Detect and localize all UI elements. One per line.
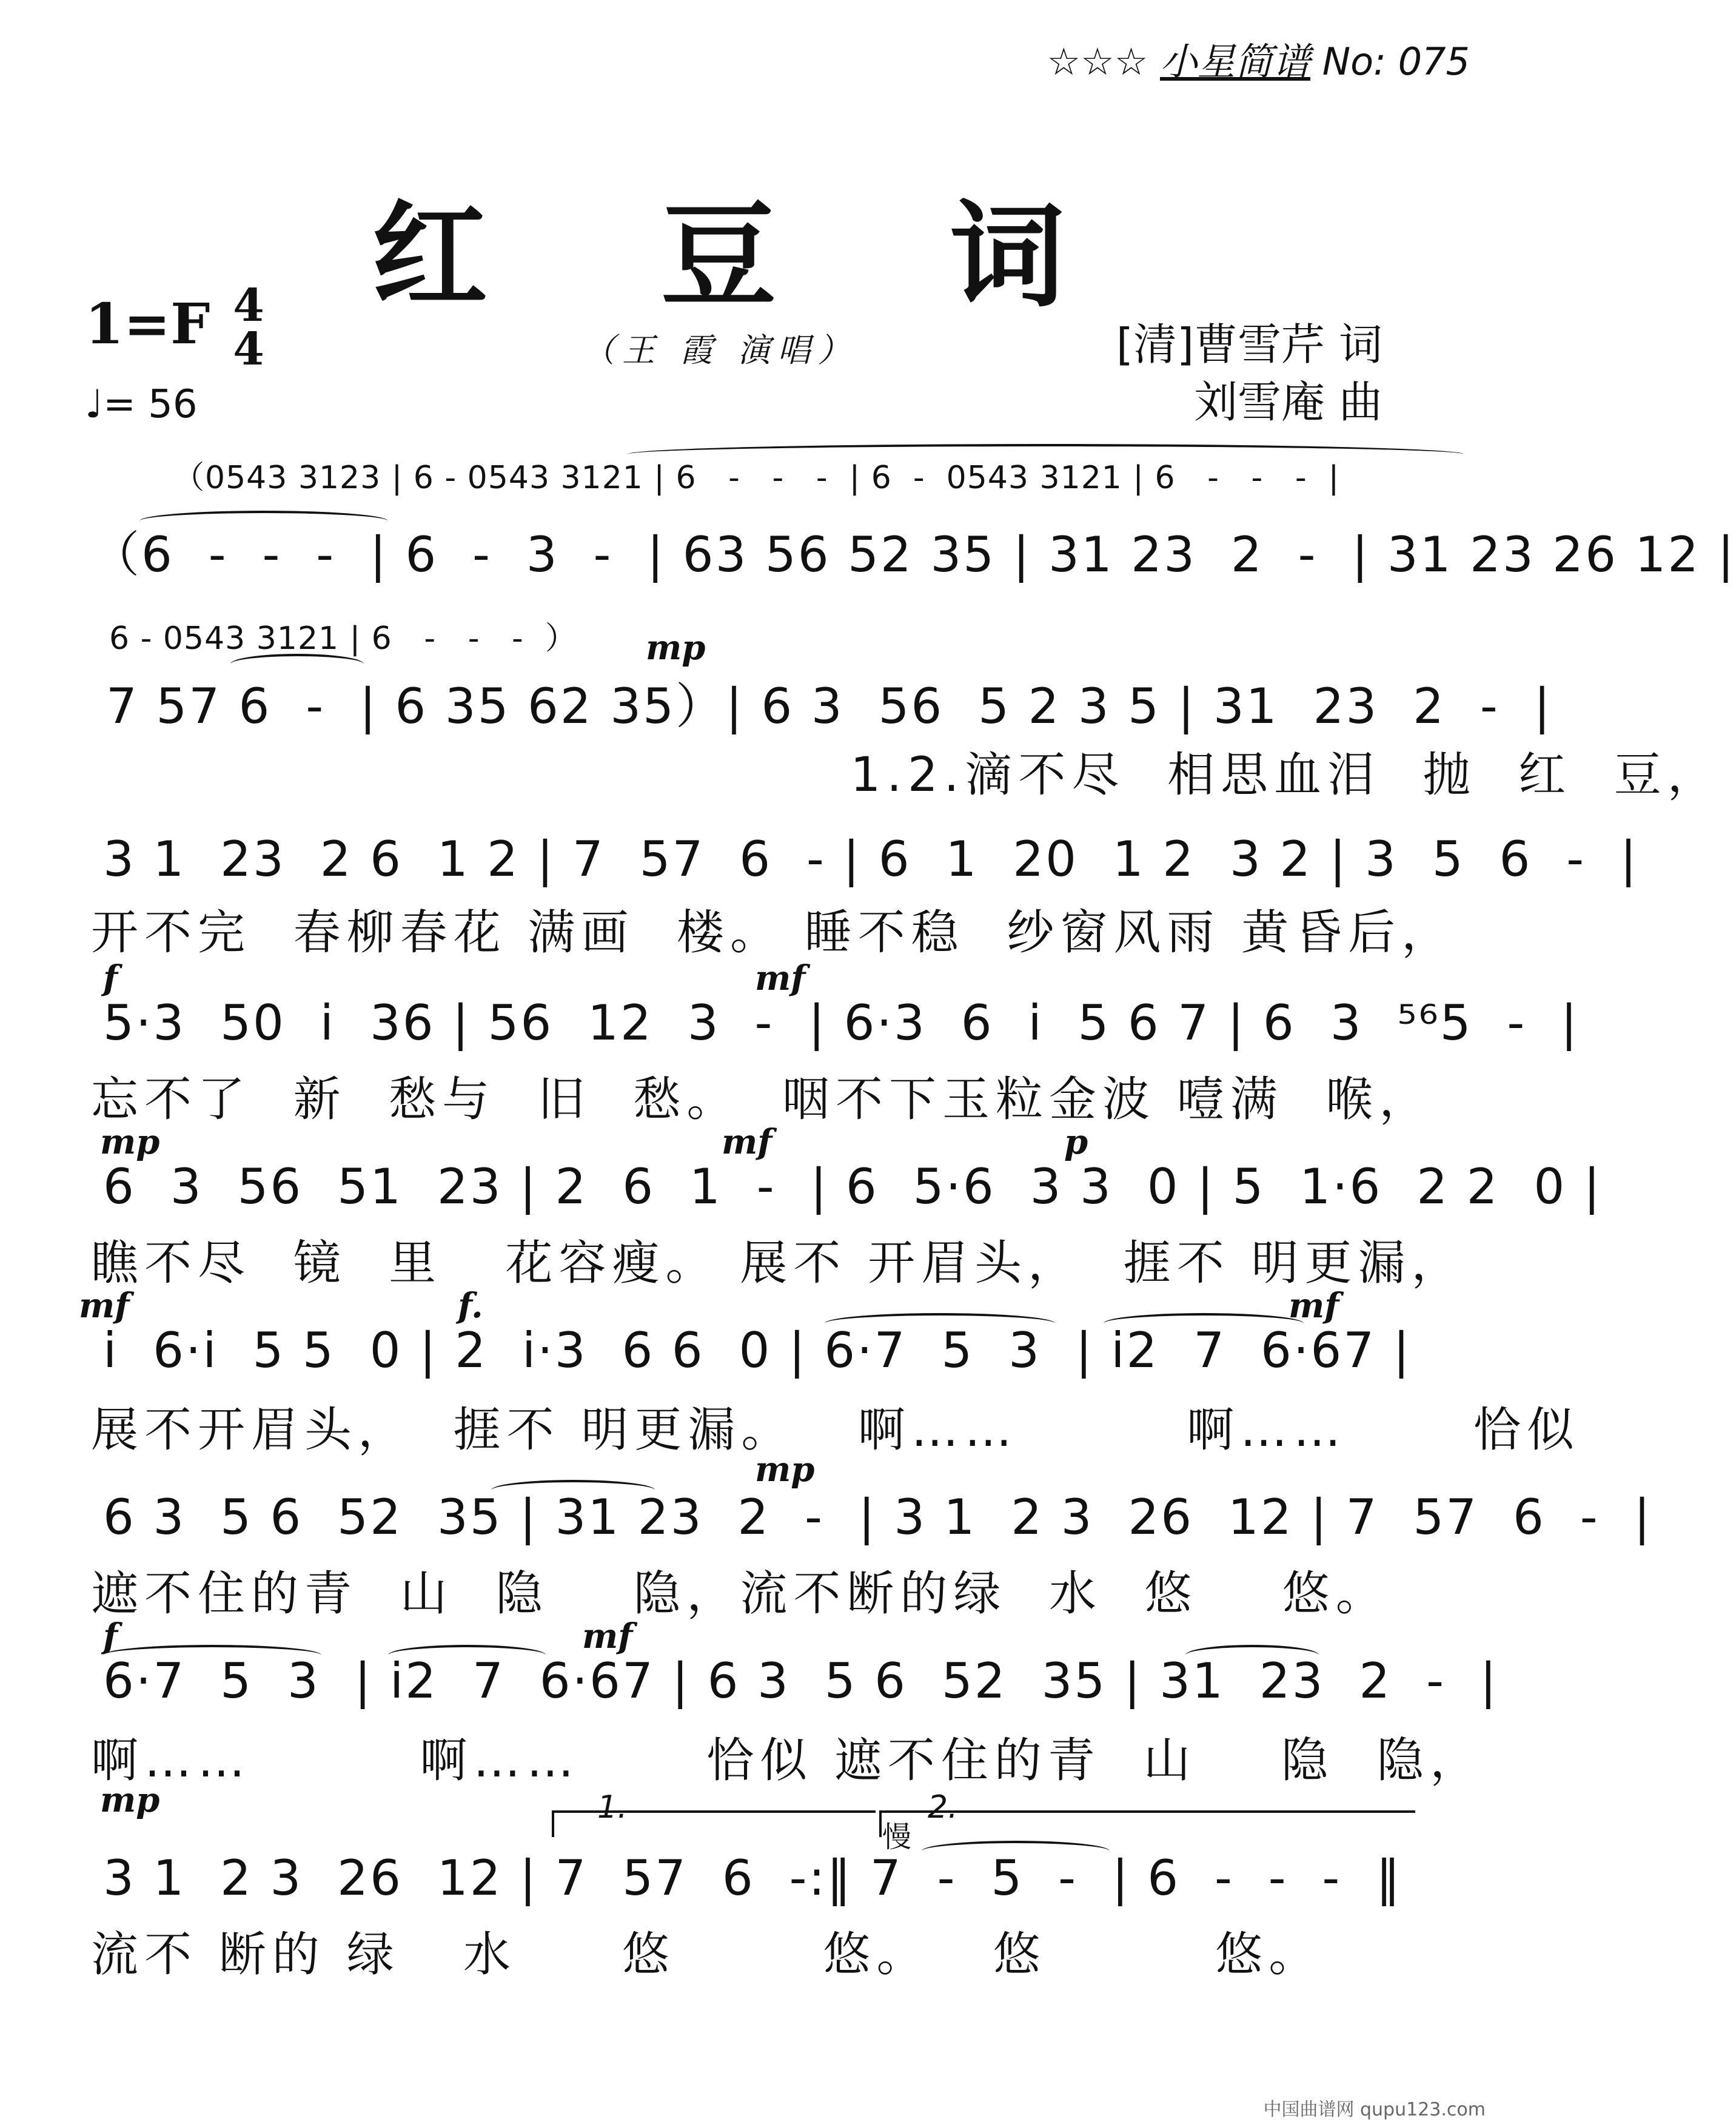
meter-bottom: 4: [233, 323, 264, 375]
dynamic-mark: mp: [100, 1122, 160, 1162]
grace-notes-row-2: 6 - 0543 3121 | 6 - - - ）: [109, 620, 577, 657]
grace-notes-row-1: （0543 3123 | 6 - 0543 3121 | 6 - - - | 6 - 0543 3121 | 6 - - - |: [173, 460, 1340, 496]
dynamic-mark: f: [103, 958, 118, 998]
dynamic-mark: mf: [722, 1122, 772, 1162]
time-signature: [227, 280, 270, 375]
lyrics-row-4: 忘不了 新 愁与 旧 愁。 咽不下玉粒金波 噎满 喉，: [91, 1072, 1433, 1127]
lyrics-row-8: 啊…… 啊…… 恰似 遮不住的青 山 隐 隐，: [91, 1733, 1484, 1788]
dynamic-mark: mf: [1289, 1286, 1339, 1326]
dynamic-mark: f.: [458, 1286, 483, 1326]
slur: [388, 1645, 546, 1665]
tempo-marking: ♩= 56: [85, 382, 198, 427]
dynamic-mark: mf: [79, 1286, 130, 1326]
volta-label-1: 1.: [597, 1789, 628, 1826]
notes-row-8: 6·7 5 3 | i2 7 6·67 | 6 3 5 6 52 35 | 31 23 2 - |: [103, 1653, 1498, 1709]
key-signature: 1=F: [85, 291, 210, 357]
slur: [491, 1480, 655, 1500]
header-number: No: 075: [1322, 39, 1470, 84]
notes-row-4: 5·3 50 i 36 | 56 12 3 - | 6·3 6 i 5 6 7 | 6 3 ⁵⁶5 - |: [103, 995, 1580, 1051]
tempo-slow-mark: 慢: [882, 1820, 912, 1854]
lyrics-row-9: 流不 断的 绿 水 悠 悠。 悠 悠。: [91, 1927, 1322, 1982]
volta-label-2: 2.: [928, 1789, 958, 1826]
slur: [103, 1645, 321, 1665]
lyricist: [清]曹雪芹 词: [1116, 319, 1382, 370]
performer: （王 霞 演唱）: [582, 331, 858, 369]
header-stars: ☆☆☆: [1047, 39, 1148, 84]
dynamic-mark: mp: [755, 1450, 815, 1490]
notes-row-7: 6 3 5 6 52 35 | 31 23 2 - | 3 1 2 3 26 12 | 7 57 6 - |: [103, 1489, 1652, 1545]
watermark: 中国曲谱网 qupu123.com: [1263, 2099, 1486, 2120]
dynamic-mark: mp: [100, 1780, 160, 1820]
notes-row-9: 3 1 2 3 26 12 | 7 57 6 -:‖ 7 - 5 - | 6 - - - ‖: [103, 1850, 1403, 1906]
dynamic-mark: mf: [582, 1616, 633, 1656]
slur: [230, 654, 364, 674]
meter-top: 4: [233, 280, 264, 332]
page-title: 红 豆 词: [372, 188, 1132, 323]
slur: [139, 511, 388, 531]
composer: 刘雪庵 曲: [1194, 377, 1382, 428]
slur: [1185, 1645, 1319, 1665]
volta-bracket-2: [879, 1810, 1415, 1837]
lyrics-row-7: 遮不住的青 山 隐 隐，流不断的绿 水 悠 悠。: [91, 1567, 1389, 1621]
lyrics-row-5: 瞧不尽 镜 里 花容瘦。 展不 开眉头， 捱不 明更漏，: [91, 1236, 1465, 1291]
notes-row-6: i 6·i 5 5 0 | 2 i·3 6 6 0 | 6·7 5 3 | i2 7 6·67 |: [103, 1322, 1412, 1379]
lyrics-row-6: 展不开眉头， 捱不 明更漏。 啊…… 啊…… 恰似: [91, 1403, 1580, 1457]
slur: [922, 1841, 1110, 1861]
slur: [1104, 1313, 1304, 1334]
notes-row-5: 6 3 56 51 23 | 2 6 1 - | 6 5·6 3 3 0 | 5 1·6 2 2 0 |: [103, 1158, 1602, 1215]
slur: [628, 444, 1464, 465]
header-site: 小星简谱: [1160, 39, 1311, 84]
dynamic-mark: mp: [646, 628, 706, 668]
dynamic-mark: f: [103, 1616, 118, 1656]
dynamic-mark: p: [1064, 1122, 1088, 1162]
dynamic-mark: mf: [755, 958, 806, 998]
notes-row-1: （6 - - - | 6 - 3 - | 63 56 52 35 | 31 23 2 - | 31 23 26 12 |: [91, 526, 1736, 583]
header-tag: [1047, 32, 1470, 86]
notes-row-3: 3 1 23 2 6 1 2 | 7 57 6 - | 6 1 20 1 2 3 2 | 3 5 6 - |: [103, 831, 1638, 887]
notes-row-2: 7 57 6 - | 6 35 62 35）| 6 3 56 5 2 3 5 | 31 23 2 - |: [106, 678, 1552, 734]
slur: [825, 1313, 1055, 1334]
lyrics-row-3: 开不完 春柳春花 满画 楼。 睡不稳 纱窗风雨 黄昏后，: [91, 906, 1455, 960]
lyrics-row-2: 1.2.滴不尽 相思血泪 抛 红 豆，: [91, 748, 1721, 802]
